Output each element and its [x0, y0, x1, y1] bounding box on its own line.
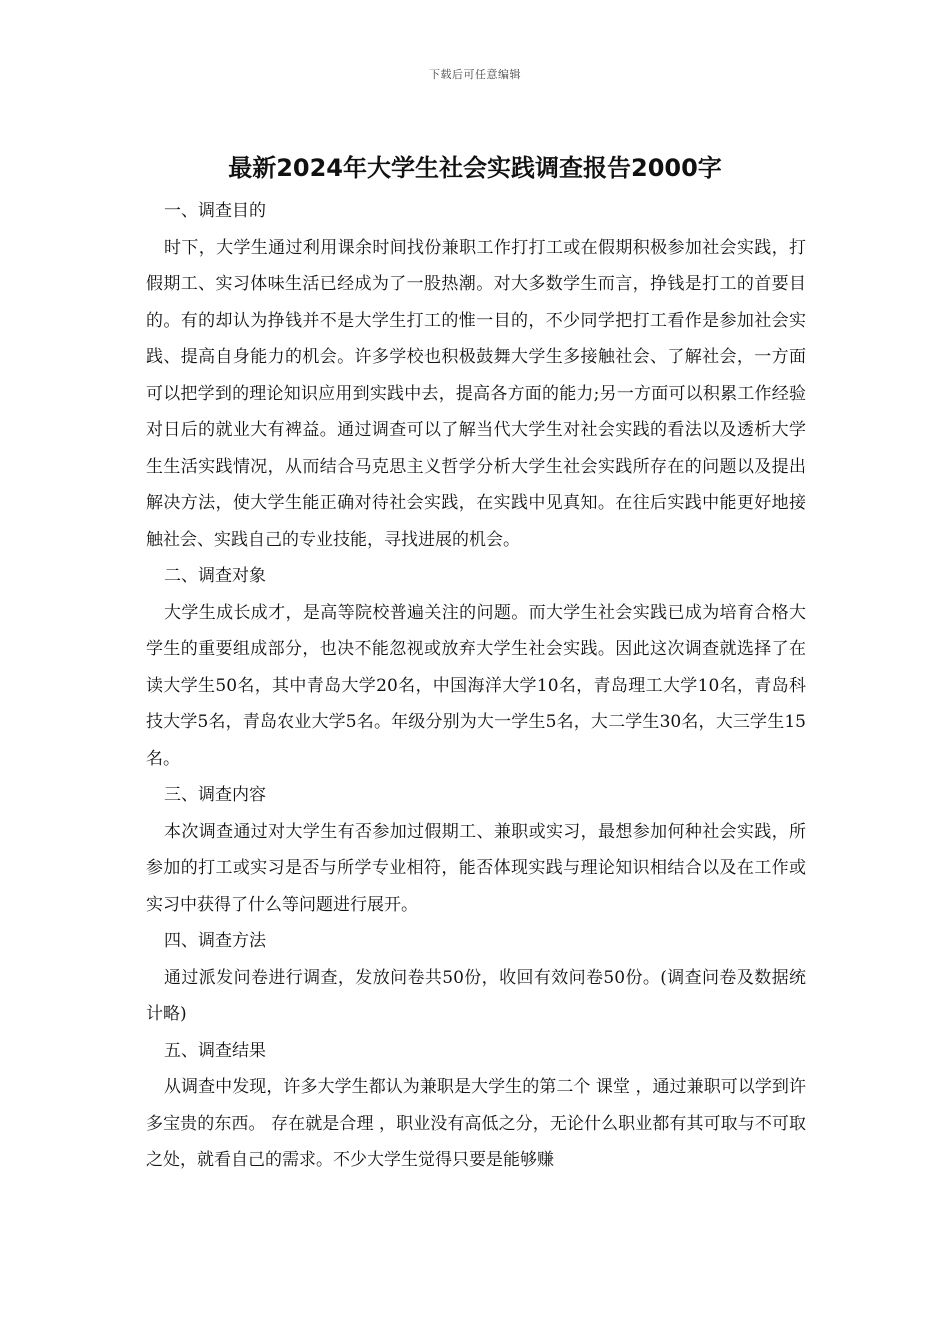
section-heading-results: 五、调查结果	[164, 1040, 266, 1061]
section-heading-purpose: 一、调查目的	[164, 201, 266, 221]
document-title: 最新2024年大学生社会实践调查报告2000字	[228, 154, 722, 182]
section-paragraph-content: 本次调查通过对大学生有否参加过假期工、兼职或实习，最想参加何种社会实践，所参加的打工或实习是否与所学专业相符，能否体现实践与理论知识相结合以及在工作或实习中获得了什么等问题进行展开。	[146, 821, 806, 915]
section-paragraph-results: 从调查中发现，许多大学生都认为兼职是大学生的第二个 课堂 ，通过兼职可以学到许多宝贵的东西。 存在就是合理 ，职业没有高低之分，无论什么职业都有其可取与不可取之处，就看自己的需求。不少大学生觉得只要是能够赚	[146, 1077, 806, 1170]
section-paragraph-method: 通过派发问卷进行调查，发放问卷共50份，收回有效问卷50份。(调查问卷及数据统计略)	[146, 967, 806, 1024]
section-heading-method: 四、调查方法	[164, 931, 266, 951]
document-body	[146, 193, 806, 1179]
section-paragraph-subjects: 大学生成长成才，是高等院校普遍关注的问题。而大学生社会实践已成为培育合格大学生的重要组成部分，也决不能忽视或放弃大学生社会实践。因此这次调查就选择了在读大学生50名，其中青岛大学20名，中国海洋大学10名，青岛理工大学10名，青岛科技大学5名，青岛农业大学5名。年级分别为大一学生5名，大二学生30名，大三学生15名。	[146, 602, 806, 769]
section-paragraph-purpose: 时下，大学生通过利用课余时间找份兼职工作打打工或在假期积极参加社会实践，打假期工、实习体味生活已经成为了一股热潮。对大多数学生而言，挣钱是打工的首要目的。有的却认为挣钱并不是大学生打工的惟一目的，不少同学把打工看作是参加社会实践、提高自身能力的机会。许多学校也积极鼓舞大学生多接触社会、了解社会，一方面可以把学到的理论知识应用到实践中去，提高各方面的能力;另一方面可以积累工作经验对日后的就业大有裨益。通过调查可以了解当代大学生对社会实践的看法以及透析大学生生活实践情况，从而结合马克思主义哲学分析大学生社会实践所存在的问题以及提出解决方法，使大学生能正确对待社会实践，在实践中见真知。在往后实践中能更好地接触社会、实践自己的专业技能，寻找进展的机会。	[146, 237, 806, 550]
page-header-note: 下载后可任意编辑	[429, 68, 521, 81]
section-heading-content: 三、调查内容	[164, 785, 266, 805]
section-heading-subjects: 二、调查对象	[164, 566, 266, 586]
